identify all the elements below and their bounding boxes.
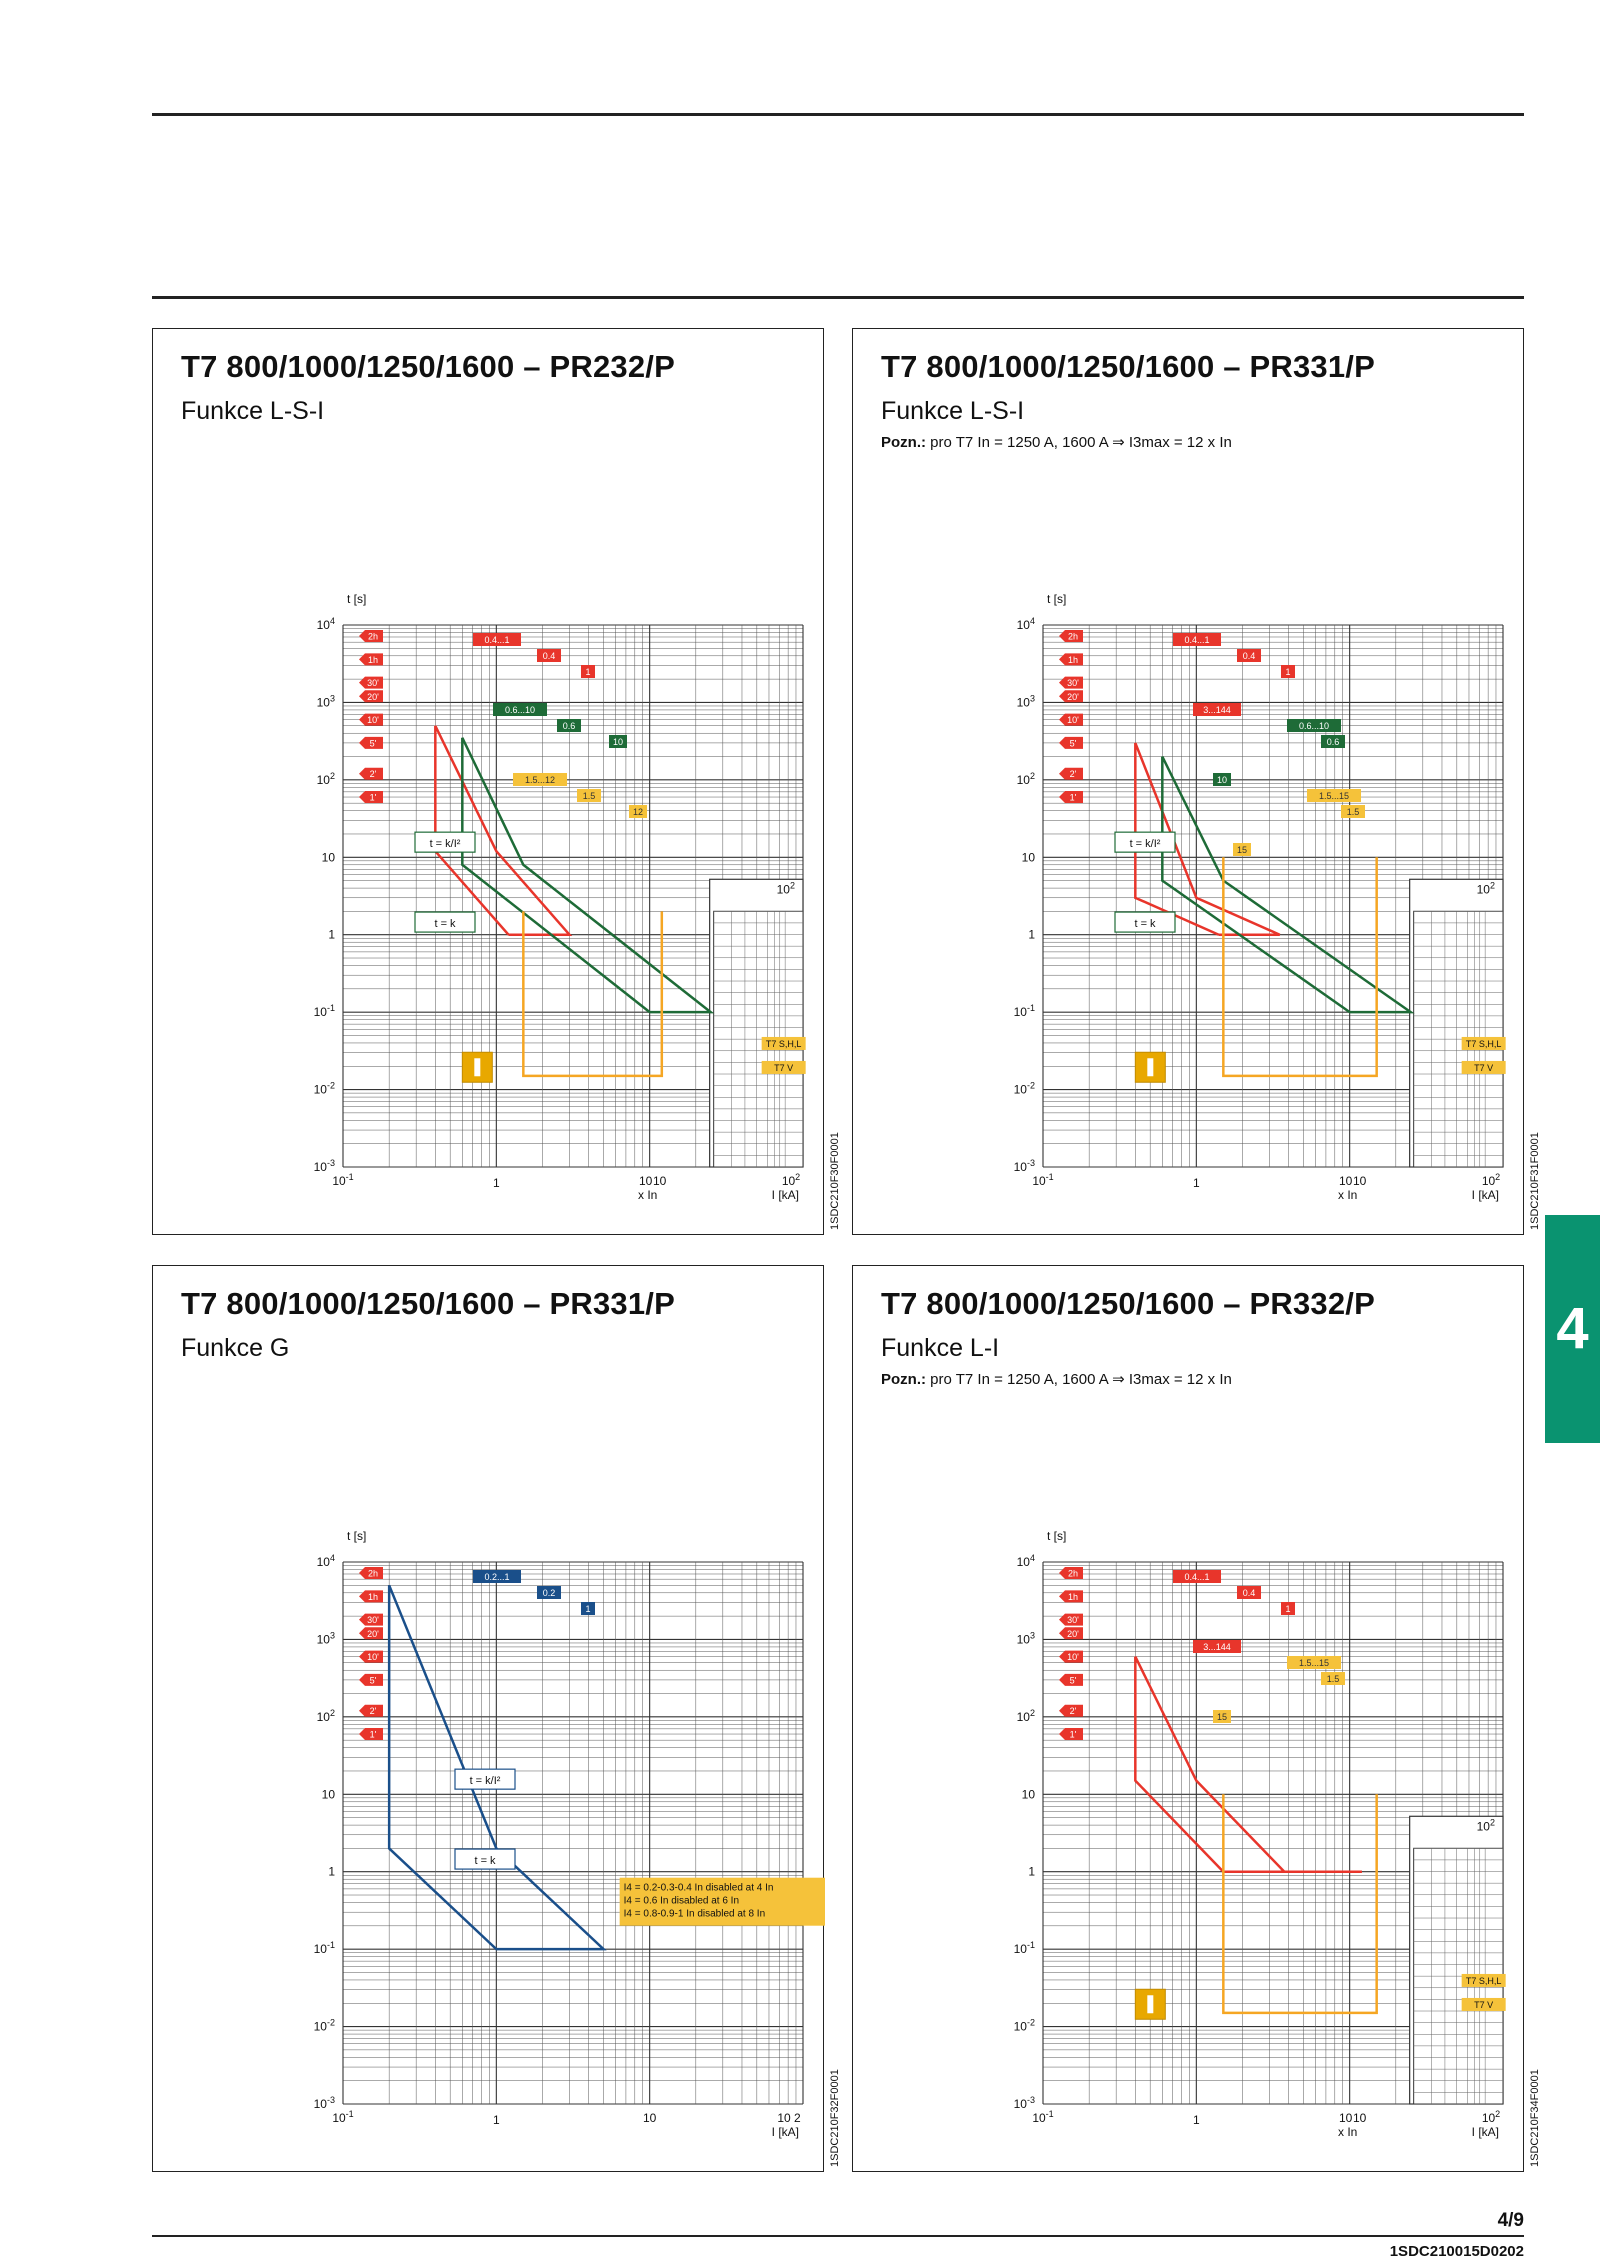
top-rule [152,113,1524,116]
figure-code: 1SDC210F30F0001 [829,1132,841,1230]
x-axis-label: x In [1337,2125,1358,2139]
y-axis-label: t [s] [1047,592,1067,606]
curve-l [1135,1657,1361,1872]
time-tag-label: 20' [1067,1628,1079,1639]
setting-tag-label: 0.4 [542,651,556,661]
time-tag-label: 30' [367,1615,379,1626]
setting-tag-label: 1.5 [1326,1674,1340,1684]
trip-curve-chart [853,1266,1525,2173]
formula-label: t = k/I² [429,838,461,851]
document-id: 1SDC210015D0202 [1389,2243,1524,2260]
time-tag-label: 1' [1069,1729,1077,1740]
curve-s-band [1162,757,1410,1013]
y-axis-label: t [s] [347,1529,367,1543]
x-axis-label-ka: I [kA] [771,1188,799,1202]
panel-title: T7 800/1000/1250/1600 – PR331/P [181,1286,675,1321]
trip-curve-chart [153,329,825,1236]
note-box-line: I4 = 0.8-0.9-1 In disabled at 8 In [623,1908,766,1920]
panel-subtitle: Funkce L-S-I [881,397,1025,425]
y-axis-label: t [s] [1047,1529,1067,1543]
y-tick-label: $10^{-1}$ [1013,1940,1035,1957]
time-tag-label: 1h [1067,1591,1079,1602]
y-tick-label: $10^{-2}$ [313,1080,335,1097]
inset-tick-label: $10^2$ [776,880,795,897]
y-tick-label: $10^{-2}$ [1013,2017,1035,2034]
y-tick-label: 1 [1028,927,1035,942]
inset-label: T7 S,H,L [1465,1038,1502,1049]
y-tick-label: $10^4$ [1016,1553,1035,1569]
x-axis-label-ka: I [kA] [1471,1188,1499,1202]
setting-tag-label: 1.5 [582,791,596,801]
time-tag-label: 5' [1069,738,1077,749]
time-tag-label: 1' [1069,792,1077,803]
figure-code: 1SDC210F34F0001 [1529,2069,1541,2167]
inset-tick-label: $10^2$ [1476,1817,1495,1834]
x-tick-label: $10^{-1}$ [332,1172,354,1188]
time-tag-label: 2h [1067,631,1079,642]
inset-label: T7 S,H,L [1465,1975,1502,1986]
setting-tag-label: 10 [612,737,624,747]
time-tag-label: 10' [367,715,379,726]
curve-l-band [1135,1657,1361,1872]
panel-subtitle: Funkce L-S-I [181,397,325,425]
trip-curve-chart [853,329,1525,1236]
time-tag-label: 5' [1069,1675,1077,1686]
curve-l-band [435,726,569,935]
formula-label: t = k [474,1855,496,1868]
setting-tag-label: 12 [632,807,644,817]
x-tick-label: $10^2$ [781,1172,801,1188]
y-tick-label: $10^{-2}$ [313,2017,335,2034]
panel-title: T7 800/1000/1250/1600 – PR232/P [181,349,675,384]
y-tick-label: 10 [1021,1787,1035,1802]
time-tag-label: 2h [1067,1568,1079,1579]
x-tick-label: 1 [492,1176,500,1190]
time-tag-label: 30' [1067,1615,1079,1626]
setting-tag-label: 0.4...1 [484,635,510,645]
time-tag-label: 20' [367,1628,379,1639]
y-tick-label: $10^{-3}$ [313,1158,335,1174]
y-tick-label: $10^3$ [316,1630,335,1647]
x-tick-label: $10^2$ [1481,1172,1501,1188]
y-tick-label: $10^{-3}$ [1013,1158,1035,1174]
panel-subtitle: Funkce G [181,1334,290,1362]
time-tag-label: 20' [1067,691,1079,702]
time-tag-label: 10' [1067,1652,1079,1663]
time-tag-label: 20' [367,691,379,702]
setting-tag-label: 15 [1216,1712,1228,1722]
setting-tag-label: 0.4 [1242,1588,1256,1598]
panel-subtitle: Funkce L-I [881,1334,1000,1362]
note-box-line: I4 = 0.2-0.3-0.4 In disabled at 4 In [623,1882,774,1894]
time-tag-label: 10' [367,1652,379,1663]
inset-tick-label: $10^2$ [1476,880,1495,897]
panel-title: T7 800/1000/1250/1600 – PR332/P [881,1286,1375,1321]
figure-code: 1SDC210F32F0001 [829,2069,841,2167]
y-tick-label: 10 [321,850,335,865]
footer-rule [152,2235,1524,2237]
x-tick-label: 10 [1338,2111,1353,2125]
setting-tag-label: 0.2 [542,1588,556,1598]
instantaneous-icon-bar [474,1058,480,1076]
formula-label: t = k [434,918,456,931]
x-axis-label: x In [1337,1188,1358,1202]
y-tick-label: $10^{-1}$ [313,1940,335,1957]
figure-code: 1SDC210F31F0001 [1529,1132,1541,1230]
setting-tag-label: 1.5 [1346,807,1360,817]
x-tick-label: 10 [642,2111,657,2125]
setting-tag-label: 15 [1236,845,1248,855]
time-tag-label: 1' [369,1729,377,1740]
note-box-line: I4 = 0.6 In disabled at 6 In [623,1895,740,1907]
formula-label: t = k/I² [469,1775,501,1788]
y-tick-label: $10^{-3}$ [313,2095,335,2111]
setting-tag-label: 0.6 [562,721,576,731]
time-tag-label: 2' [369,1706,377,1717]
y-tick-label: $10^4$ [316,616,335,632]
x-tick-label: 1 [1192,2113,1200,2127]
setting-tag-label: 10 [1216,775,1228,785]
time-tag-label: 30' [367,678,379,689]
y-tick-label: $10^2$ [1016,1707,1035,1724]
panel-pr331p-g [152,1265,824,2172]
x-tick-label: 10 [652,1174,667,1188]
time-tag-label: 2h [367,631,379,642]
panel-pr232p-lsi [152,328,824,1235]
inset-label: T7 V [1474,1999,1494,2010]
time-tag-label: 1h [1067,654,1079,665]
time-tag-label: 5' [369,1675,377,1686]
setting-tag-label: 1 [1285,667,1291,677]
y-tick-label: $10^{-3}$ [1013,2095,1035,2111]
y-tick-label: 1 [328,927,335,942]
y-tick-label: $10^3$ [1016,1630,1035,1647]
setting-tag-label: 1.5...12 [524,775,556,785]
y-tick-label: $10^4$ [316,1553,335,1569]
time-tag-label: 10' [1067,715,1079,726]
y-tick-label: 10 [1021,850,1035,865]
y-tick-label: $10^{-1}$ [1013,1003,1035,1020]
inset-label: T7 V [774,1062,794,1073]
setting-tag-label: 3...144 [1203,1642,1231,1652]
instantaneous-icon-bar [1147,1995,1153,2013]
time-tag-label: 1h [367,654,379,665]
setting-tag-label: 0.6...10 [1298,721,1330,731]
x-tick-label: 10 [1338,1174,1353,1188]
inset-label: T7 S,H,L [765,1038,802,1049]
setting-tag-label: 1 [585,667,591,677]
header-rule [152,296,1524,299]
x-axis-label-ka: I [kA] [1471,2125,1499,2139]
y-tick-label: 1 [1028,1864,1035,1879]
y-tick-label: $10^4$ [1016,616,1035,632]
setting-tag-label: 0.4...1 [1184,1572,1210,1582]
time-tag-label: 5' [369,738,377,749]
x-tick-label: $10^{-1}$ [1032,2109,1054,2125]
y-tick-label: $10^3$ [316,693,335,710]
x-tick-label: $10^2$ [1481,2109,1501,2125]
trip-curve-chart [153,1266,825,2173]
y-tick-label: $10^3$ [1016,693,1035,710]
panel-pr331p-lsi [852,328,1524,1235]
instantaneous-icon-bar [1147,1058,1153,1076]
setting-tag-label: 0.6...10 [504,705,536,715]
page-number: 4/9 [1497,2210,1524,2231]
y-axis-label: t [s] [347,592,367,606]
y-tick-label: 10 [321,1787,335,1802]
time-tag-label: 1' [369,792,377,803]
y-tick-label: $10^2$ [1016,770,1035,787]
setting-tag-label: 3...144 [1203,705,1231,715]
setting-tag-label: 0.6 [1326,737,1340,747]
x-tick-label: 1 [492,2113,500,2127]
panel-title: T7 800/1000/1250/1600 – PR331/P [881,349,1375,384]
setting-tag-label: 1 [585,1604,591,1614]
time-tag-label: 30' [1067,678,1079,689]
x-tick-label: 1 [1192,1176,1200,1190]
x-tick-label: $10^{-1}$ [332,2109,354,2125]
x-tick-label: $10^{-1}$ [1032,1172,1054,1188]
formula-label: t = k/I² [1129,838,1161,851]
y-tick-label: $10^2$ [316,1707,335,1724]
curve-s-band [462,738,710,1012]
x-tick-label: 10 [1352,2111,1367,2125]
y-tick-label: $10^{-1}$ [313,1003,335,1020]
panel-note: Pozn.: pro T7 In = 1250 A, 1600 A ⇒ I3max = 12 x In [881,434,1232,451]
setting-tag-label: 1.5...15 [1318,791,1350,801]
setting-tag-label: 1.5...15 [1298,1658,1330,1668]
y-tick-label: $10^2$ [316,770,335,787]
curve-i [523,911,661,1076]
x-tick-label: 10 2 [777,2111,801,2125]
x-axis-label-ka: I [kA] [771,2125,799,2139]
section-tab[interactable]: 4 [1545,1215,1600,1443]
panel-pr332p-li [852,1265,1524,2172]
y-tick-label: 1 [328,1864,335,1879]
y-tick-label: $10^{-2}$ [1013,1080,1035,1097]
x-axis-label: x In [637,1188,658,1202]
setting-tag-label: 0.2...1 [484,1572,510,1582]
time-tag-label: 2' [1069,769,1077,780]
x-tick-label: 10 [1352,1174,1367,1188]
time-tag-label: 2h [367,1568,379,1579]
inset-label: T7 V [1474,1062,1494,1073]
time-tag-label: 2' [369,769,377,780]
time-tag-label: 2' [1069,1706,1077,1717]
setting-tag-label: 1 [1285,1604,1291,1614]
formula-label: t = k [1134,918,1156,931]
panel-note: Pozn.: pro T7 In = 1250 A, 1600 A ⇒ I3max = 12 x In [881,1371,1232,1388]
setting-tag-label: 0.4 [1242,651,1256,661]
time-tag-label: 1h [367,1591,379,1602]
setting-tag-label: 0.4...1 [1184,635,1210,645]
x-tick-label: 10 [638,1174,653,1188]
